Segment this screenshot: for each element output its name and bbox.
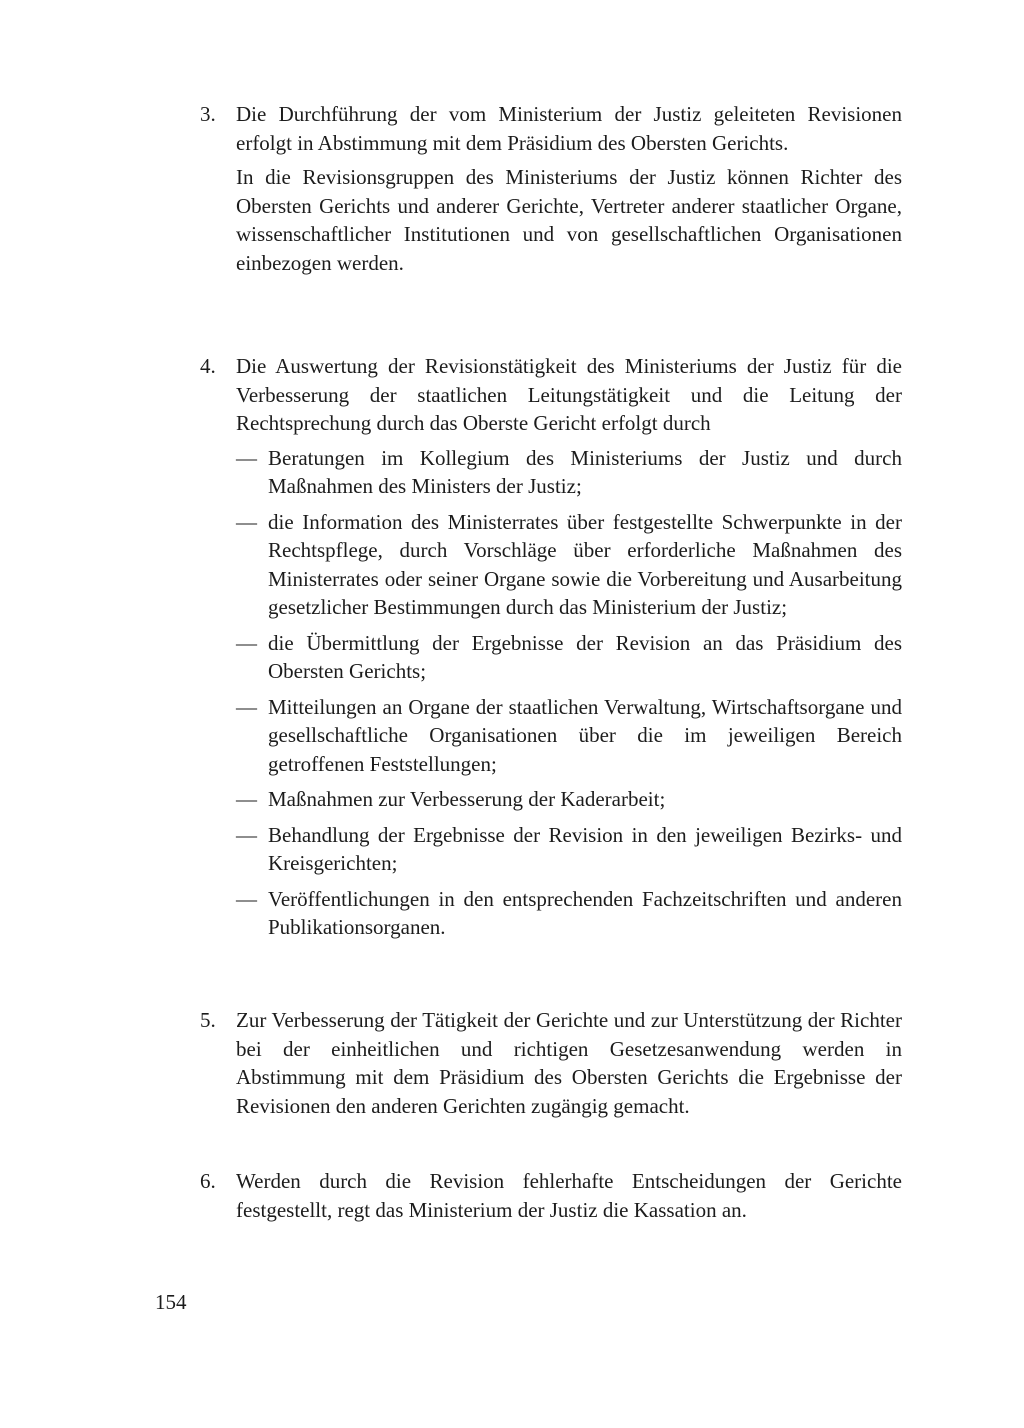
list-item — [236, 444, 902, 501]
dash-marker: — — [236, 509, 257, 534]
list-item-text: Maßnahmen zur Verbesserung der Kaderarbeit; — [268, 787, 666, 811]
list-item-text: Beratungen im Kollegium des Ministeriums der Justiz und durch Maßnahmen des Ministers der Justiz; — [268, 445, 902, 498]
paragraph: In die Revisionsgruppen des Ministeriums der Justiz können Richter des Obersten Gerichts und anderer Gerichte, Vertreter anderer staatlicher Organe, wissenschaftlicher Institutionen und von gesellschaftlichen Organisationen einbezogen werden. — [236, 165, 902, 275]
paragraph: Zur Verbesserung der Tätigkeit der Gerichte und zur Unterstützung der Richter bei der einheitlichen und richtigen Gesetzesanwendung werden in Abstimmung mit dem Präsidium des Obersten Gerichts die Ergebnisse der Revisionen den anderen Gerichten zugängig gemacht. — [236, 1008, 902, 1118]
section-4 — [200, 352, 902, 949]
dash-marker: — — [236, 787, 257, 811]
list-item — [236, 693, 902, 779]
section-body — [236, 352, 902, 942]
dash-marker: — — [236, 630, 257, 655]
list-item — [236, 629, 902, 686]
section-3 — [200, 100, 902, 277]
list-item-text: die Information des Ministerrates über festgestellte Schwerpunkte in der Rechtspflege, durch Vorschläge über erforderliche Maßnahmen des Ministerrates oder seiner Organe sowie die Vorbereitung und Ausarbeitung gesetzlicher Bestimmungen durch das Ministerium der Justiz; — [268, 509, 902, 619]
list-item — [236, 785, 902, 814]
dash-marker: — — [236, 445, 257, 470]
list-item — [236, 508, 902, 622]
dash-marker: — — [236, 886, 257, 911]
section-6 — [200, 1167, 902, 1224]
section-body — [236, 100, 902, 277]
dash-list — [236, 444, 902, 942]
section-body — [236, 1006, 902, 1120]
list-item — [236, 885, 902, 942]
page-number: 154 — [155, 1290, 187, 1314]
section-number: 4. — [200, 354, 216, 378]
section-5 — [200, 1006, 902, 1120]
list-item-text: Behandlung der Ergebnisse der Revision in den jeweiligen Bezirks- und Kreisgerichten; — [268, 822, 902, 875]
list-item-text: Veröffentlichungen in den entsprechenden Fachzeitschriften und anderen Publikationsorganen. — [268, 886, 902, 939]
section-number: 5. — [200, 1008, 216, 1032]
list-item-text: die Übermittlung der Ergebnisse der Revision an das Präsidium des Obersten Gerichts; — [268, 630, 902, 683]
section-number: 3. — [200, 102, 216, 126]
paragraph: Werden durch die Revision fehlerhafte Entscheidungen der Gerichte festgestellt, regt das Ministerium der Justiz die Kassation an. — [236, 1169, 902, 1222]
paragraph: Die Auswertung der Revisionstätigkeit des Ministeriums der Justiz für die Verbesserung der staatlichen Leitungstätigkeit und die Leitung der Rechtsprechung durch das Oberste Gericht erfolgt durch — [236, 354, 902, 435]
list-item — [236, 821, 902, 878]
section-number: 6. — [200, 1169, 216, 1193]
dash-marker: — — [236, 822, 257, 847]
paragraph: Die Durchführung der vom Ministerium der Justiz geleiteten Revisionen erfolgt in Abstimmung mit dem Präsidium des Obersten Gerichts. — [236, 102, 902, 155]
dash-marker: — — [236, 694, 257, 719]
section-body — [236, 1167, 902, 1224]
list-item-text: Mitteilungen an Organe der staatlichen Verwaltung, Wirtschaftsorgane und gesellschaftliche Organisationen über die im jeweiligen Bereich getroffenen Feststellungen; — [268, 694, 902, 776]
